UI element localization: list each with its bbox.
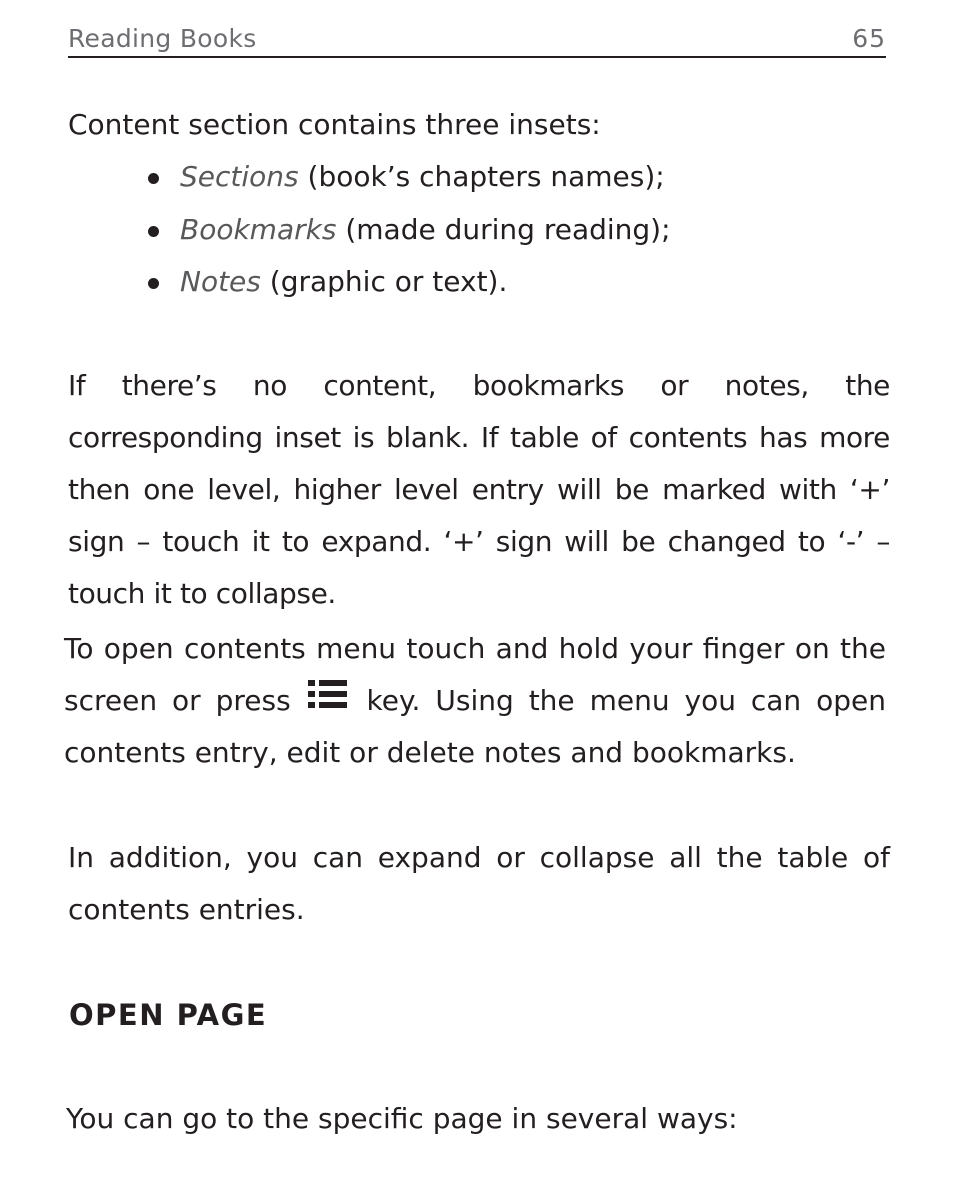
list-item xyxy=(144,151,671,204)
list-item xyxy=(144,256,671,309)
running-title: Reading Books xyxy=(68,24,257,53)
paragraph-text-after-icon: key. Using the menu you can open contents entry, edit or delete notes and bookmarks. xyxy=(64,684,886,769)
section-heading: OPEN PAGE xyxy=(69,998,268,1032)
list-item-desc: (book’s chapters names); xyxy=(298,160,665,193)
list-item xyxy=(144,204,671,257)
paragraph-open-page: You can go to the specific page in several ways: xyxy=(66,1102,738,1135)
paragraph-empty-insets: If there’s no content, bookmarks or notes, the corresponding inset is blank. If table of contents has more then one level, higher level entry will be marked with ‘+’ sign – touch it to expand. ‘+’ sign will be changed to ‘-’ – touch it to collapse. xyxy=(68,369,890,610)
page-header xyxy=(68,22,886,58)
paragraph-expand-collapse: In addition, you can expand or collapse all the table of contents entries. xyxy=(68,841,890,926)
list-item-term: Notes xyxy=(180,265,261,298)
paragraph-text-before-icon: To open contents menu touch and hold your finger on the screen or press xyxy=(64,632,886,717)
page-number: 65 xyxy=(852,24,886,53)
list-item-desc: (made during reading); xyxy=(336,212,671,246)
list-item-desc: (graphic or text). xyxy=(260,265,508,298)
menu-icon xyxy=(308,676,348,714)
intro-text: Content section contains three insets: xyxy=(68,108,601,141)
insets-list xyxy=(144,151,671,309)
list-item-term: Bookmarks xyxy=(180,212,337,246)
list-item-term: Sections xyxy=(180,160,299,193)
paragraph-contents-menu xyxy=(64,623,886,779)
